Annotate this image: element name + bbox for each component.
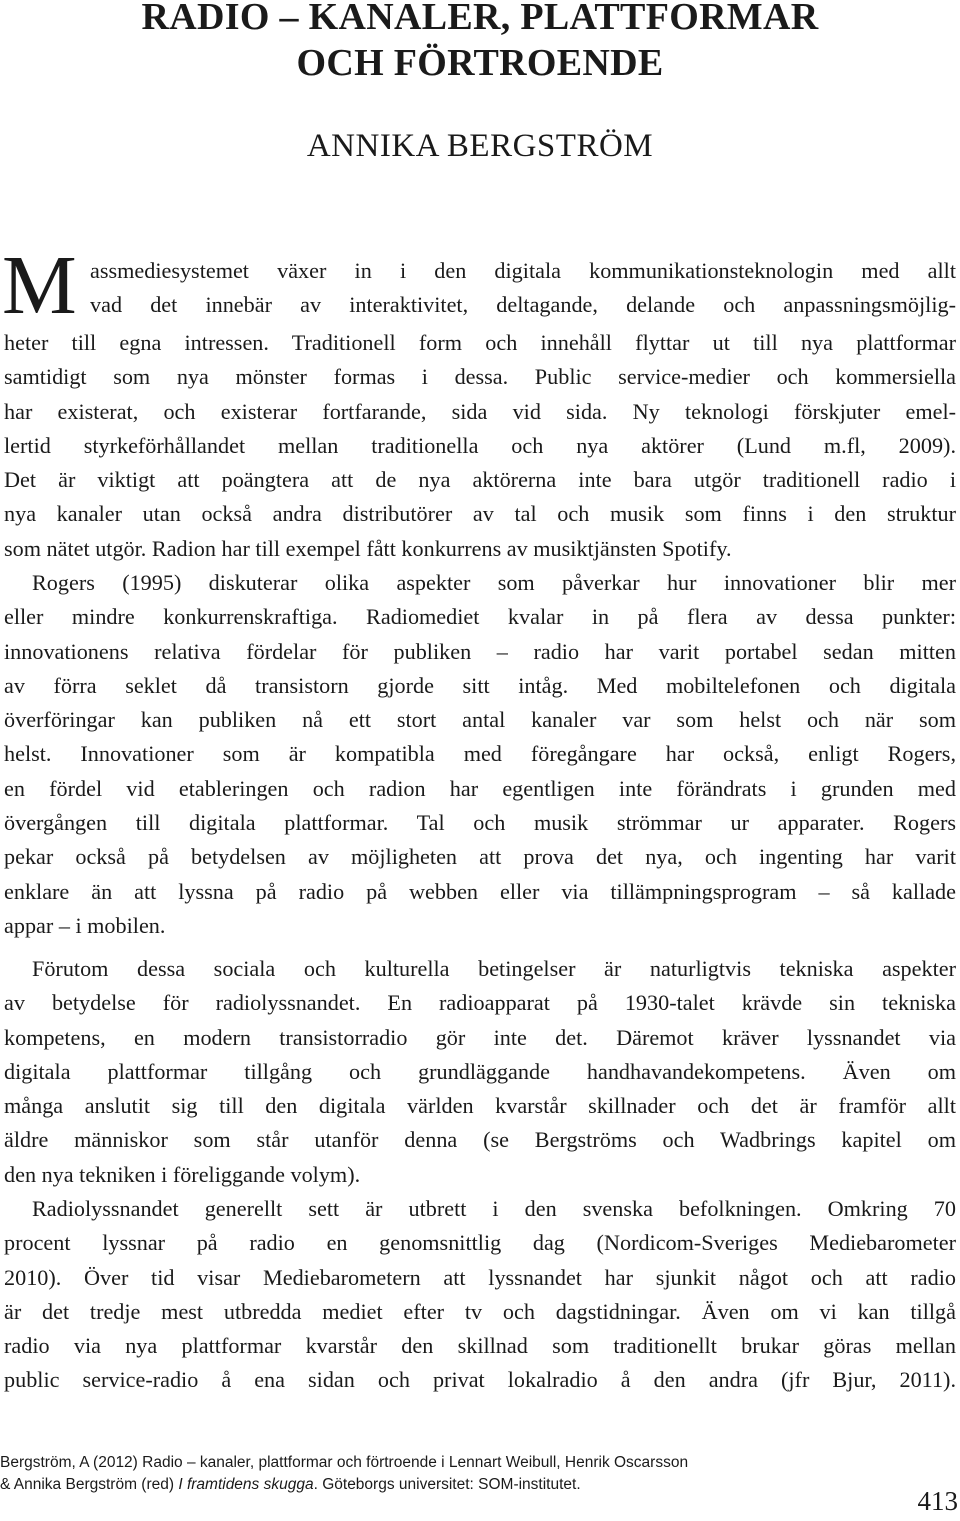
text-line: Det är viktigt att poängtera att de nya aktörerna inte bara utgör traditionell radio i — [4, 467, 956, 493]
paragraph-1 — [4, 326, 956, 566]
citation-line-1: Bergström, A (2012) Radio – kanaler, plattformar och förtroende i Lennart Weibull, Henrik Oscarsson — [0, 1454, 689, 1471]
text-line: överföringar kan publiken nå ett stort antal kanaler var som helst och när som — [4, 707, 956, 733]
text-line: digitala plattformar tillgång och grundläggande handhavandekompetens. Även om — [4, 1058, 956, 1084]
text-line: heter till egna intressen. Traditionell form och innehåll flyttar ut till nya plattformar — [4, 330, 956, 355]
text-line: innovationens relativa fördelar för publiken – radio har varit portabel sedan mitten — [4, 638, 956, 664]
page-number: 413 — [917, 1486, 958, 1516]
text-line: av betydelse för radiolyssnandet. En radioapparat på 1930-talet krävde sin tekniska — [4, 990, 956, 1016]
text-line: äldre människor som står utanför denna (se Bergströms och Wadbrings kapitel om — [4, 1127, 956, 1153]
text-line: är det tredje mest utbredda mediet efter tv och dagstidningar. Även om vi kan tillgå — [4, 1298, 956, 1324]
text-line: Radiolyssnandet generellt sett är utbrett i den svenska befolkningen. Omkring 70 — [32, 1196, 956, 1221]
chapter-title-line-1: RADIO – KANALER, PLATTFORMAR — [141, 0, 819, 38]
citation-publisher: . Göteborgs universitet: SOM-institutet. — [313, 1476, 581, 1493]
text-line: många anslutit sig till den digitala världen kvarstår skillnader och det är framför allt — [4, 1093, 956, 1119]
text-line: kompetens, en modern transistorradio gör inte det. Däremot kräver lyssnandet via — [4, 1024, 956, 1050]
text-line: appar – i mobilen. — [4, 912, 166, 938]
text-line: övergången till digitala plattformar. Tal och musik strömmar ur apparater. Rogers — [4, 810, 956, 836]
text-line: radio via nya plattformar kvarstår den skillnad som traditionellt brukar göras mellan — [4, 1333, 956, 1359]
text-line: av förra seklet då transistorn gjorde sitt intåg. Med mobiltelefonen och digitala — [4, 672, 956, 698]
text-line: pekar också på betydelsen av möjligheten att prova det nya, och ingenting har varit — [4, 844, 956, 870]
text-line: den nya tekniken i föreliggande volym). — [4, 1161, 361, 1187]
citation-book-title: I framtidens skugga — [178, 1476, 314, 1493]
chapter-author: ANNIKA BERGSTRÖM — [306, 128, 654, 164]
text-line: har existerat, och existerar fortfarande, sida vid sida. Ny teknologi förskjuter emel- — [4, 398, 956, 424]
lead-paragraph — [90, 254, 956, 323]
paragraph-3 — [4, 952, 956, 1192]
drop-cap: M — [2, 239, 77, 332]
paragraph-2 — [4, 566, 956, 943]
text-line: helst. Innovationer som är kompatibla med föregångare har också, enligt Rogers, — [4, 741, 956, 767]
citation-line-2 — [0, 1474, 960, 1496]
text-line: procent lyssnar på radio en genomsnittlig dag (Nordicom-Sveriges Mediebarometer — [4, 1230, 956, 1256]
text-line: Rogers (1995) diskuterar olika aspekter som påverkar hur innovationer blir mer — [32, 570, 956, 595]
paragraph-4 — [4, 1192, 956, 1398]
citation-editors: & Annika Bergström (red) — [0, 1476, 179, 1493]
text-line: lertid styrkeförhållandet mellan traditionella och nya aktörer (Lund m.fl, 2009). — [4, 432, 956, 458]
text-line: 2010). Över tid visar Mediebarometern att lyssnandet har sjunkit något och att radio — [4, 1264, 956, 1290]
text-line: en fördel vid etableringen och radion har egentligen inte förändrats i grunden med — [4, 775, 956, 801]
text-line: enklare än att lyssna på radio på webben eller via tillämpningsprogram – så kallade — [4, 878, 956, 904]
text-line: nya kanaler utan också andra distributörer av tal och musik som finns i den struktur — [4, 501, 956, 527]
text-line: eller mindre konkurrenskraftiga. Radiomediet kvalar in på flera av dessa punkter: — [4, 604, 956, 630]
text-line: som nätet utgör. Radion har till exempel fått konkurrens av musiktjänsten Spotify. — [4, 535, 732, 561]
text-line: public service-radio å ena sidan och privat lokalradio å den andra (jfr Bjur, 2011). — [4, 1367, 956, 1393]
text-line: assmediesystemet växer in i den digitala kommunikationsteknologin med allt — [90, 258, 956, 283]
citation-footer — [0, 1452, 960, 1496]
text-line: vad det innebär av interaktivitet, deltagande, delande och anpassningsmöjlig- — [90, 292, 956, 318]
text-line: Förutom dessa sociala och kulturella betingelser är naturligtvis tekniska aspekter — [32, 956, 956, 981]
text-line: samtidigt som nya mönster formas i dessa. Public service-medier och kommersiella — [4, 364, 956, 390]
chapter-title-line-2: OCH FÖRTROENDE — [296, 42, 664, 84]
